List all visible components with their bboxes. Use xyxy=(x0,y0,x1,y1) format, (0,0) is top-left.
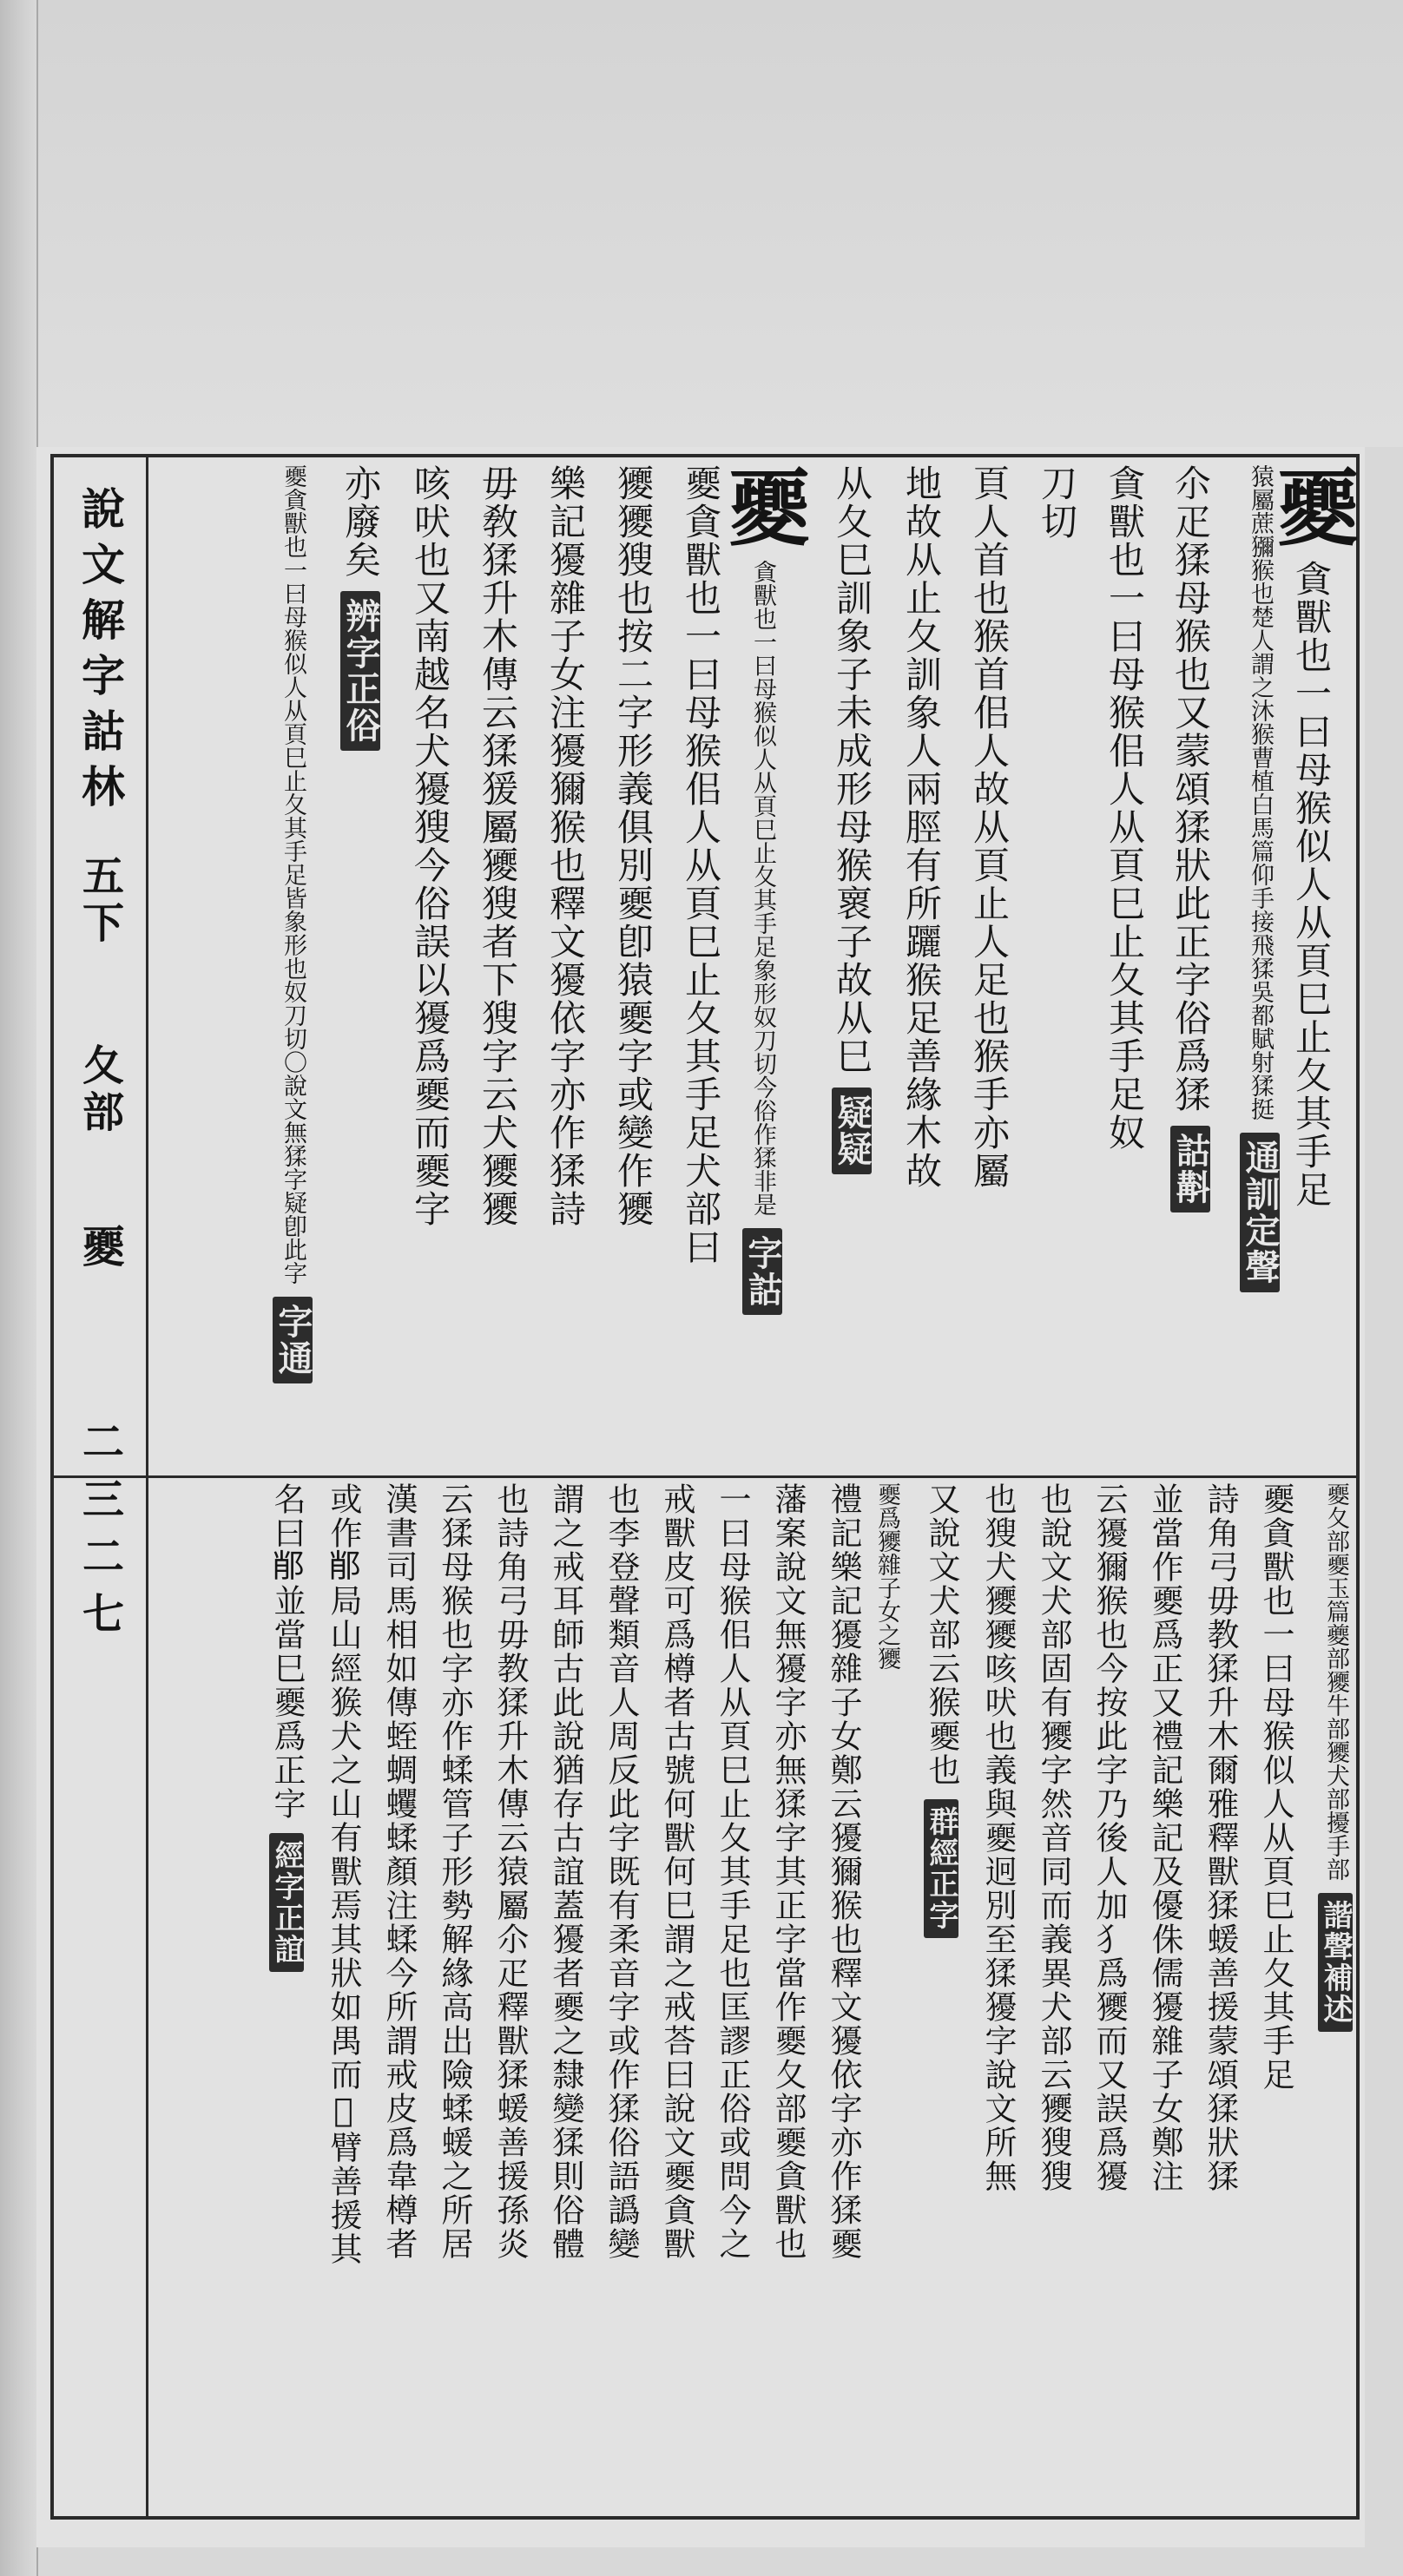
source-label: 字通 xyxy=(273,1297,313,1383)
text-column: 亦廢矣辨字正俗 xyxy=(313,464,380,1471)
text-column: 夒貪獸也一曰母猴似人从頁巳止夂其手足皆象形也奴刀切〇說文無猱字疑卽此字字通 xyxy=(217,464,313,1471)
book-binding xyxy=(0,0,38,2576)
source-label: 詁斠 xyxy=(1170,1126,1210,1212)
volume-label: 五下 xyxy=(75,854,124,948)
text-column: 从夂巳訓象子未成形母猴褱子故从巳疑疑 xyxy=(804,464,872,1471)
text-column: 貪獸也一曰母猴佀人从頁巳止夂其手足奴 xyxy=(1103,464,1146,1152)
lower-text-panel xyxy=(153,1482,1353,2515)
top-margin xyxy=(0,0,1403,447)
text-column: 刀切 xyxy=(1036,464,1078,541)
text-column: 夒貪獸也一曰母猴佀人从頁巳止夂其手足犬部曰 xyxy=(680,464,722,1266)
text-column: 禮記樂記獶雜子女鄭云獶獮猴也釋文獶依字亦作猱夒 xyxy=(825,1482,862,2261)
text-column: 詩角弓毋教猱升木爾雅釋獸猱蝯善援蒙頌猱狀猱 xyxy=(1202,1482,1239,2193)
text-column: 樂記獶雜子女注獶獮猴也釋文獶依字亦作猱詩 xyxy=(544,464,587,1228)
title-column-divider xyxy=(146,457,148,2516)
radical-label: 夂部 xyxy=(75,1043,124,1137)
text-column: 地故从止夂訓象人兩脛有所躧猴足善緣木故 xyxy=(900,464,943,1190)
text-column: 也詩角弓毋教猱升木傳云猿屬尒疋釋獸猱蝯善援孫炎 xyxy=(491,1482,529,2261)
source-label: 辨字正俗 xyxy=(340,591,380,751)
source-label: 群經正字 xyxy=(924,1799,958,1938)
text-column: 漢書司馬相如傳蛭蜩蠼蝚顏注蝚今所謂戒皮爲韋樽者 xyxy=(380,1482,418,2261)
head-character: 夒 xyxy=(75,1224,126,1272)
text-column: 毋敎猱升木傳云猱猨屬獿獀者下獀字云犬獿獿 xyxy=(477,464,519,1228)
book-title: 說文解字詁林 xyxy=(75,486,126,819)
text-column: 又說文犬部云猴夒也群經正字 xyxy=(903,1482,958,2515)
source-label: 字詁 xyxy=(742,1228,782,1315)
text-column: 並當作夒爲正又禮記樂記及優侏儒獶雜子女鄭注 xyxy=(1146,1482,1183,2193)
upper-text-panel xyxy=(153,464,1360,1471)
text-column: 或作𨛍局山經㺅犬之山有獸焉其狀如禺而𥘿臂善援其 xyxy=(325,1482,362,2266)
source-label: 諧聲補述 xyxy=(1318,1893,1353,2032)
text-column: 頁人首也猴首佀人故从頁止人足也猴手亦屬 xyxy=(968,464,1011,1190)
source-label: 通訓定聲 xyxy=(1240,1133,1280,1292)
text-column: 也說文犬部固有獿字然音同而義異犬部云獿獀獀 xyxy=(1035,1482,1072,2193)
text-column: 夒貪獸也一曰母猴似人从頁巳止夂其手足象形奴刀切今俗作猱非是字詁 xyxy=(719,464,804,1471)
text-column: 一曰母猴佀人从頁巳止夂其手足也匡謬正俗或問今之 xyxy=(714,1482,751,2261)
horizontal-divider xyxy=(54,1475,1356,1478)
annotation-small: 猿屬蔗獼猴也楚人謂之沐猴曹植白馬篇仰手接飛猱吳都賦射猱挺 xyxy=(1247,464,1274,1120)
source-label: 經字正誼 xyxy=(269,1833,304,1972)
text-column: 夒爲獿雜子女之獿 xyxy=(873,1482,900,1670)
page-number: 二三二七 xyxy=(75,1420,124,1649)
text-column: 名曰𨛍並當巳夒爲正字經字正誼 xyxy=(248,1482,304,2515)
text-column: 藩案說文無獶字亦無猱字其正字當作夒夂部夒貪獸也 xyxy=(769,1482,807,2261)
text-column: 云獶獮猴也今按此字乃後人加犭爲獿而又誤爲獶 xyxy=(1090,1482,1128,2193)
text-column: 尒疋猱母猴也又蒙頌猱狀此正字俗爲猱詁斠 xyxy=(1143,464,1210,1471)
source-label: 疑疑 xyxy=(832,1088,872,1174)
text-column: 也李登聲類音人周反此字既有柔音字或作猱俗語譌變 xyxy=(603,1482,640,2261)
text-column: 獿獿獀也按二字形義俱別夒卽猿夒字或變作獿 xyxy=(612,464,655,1228)
text-column: 謂之戒耳師古此說猶存古誼蓋獶者夒之隸變猱則俗體 xyxy=(547,1482,584,2261)
title-column xyxy=(61,486,139,1649)
text-column: 也獀犬獿獿咳吠也義與夒迥別至猱獶字說文所無 xyxy=(979,1482,1017,2193)
seal-character: 夒 xyxy=(1262,464,1360,548)
text-column: 夒夂部夒玉篇夔部獿牛部獿犬部擾手部諧聲補述 xyxy=(1292,1482,1353,2515)
text-column: 夒貪獸也一曰母猴似人从頁巳止夂其手足 xyxy=(1257,1482,1294,2092)
text-column: 咳吠也又南越名犬獶獀今俗誤以獶爲夒而夒字 xyxy=(409,464,451,1228)
seal-character: 夒 xyxy=(714,464,812,548)
text-column: 云猱母猴也字亦作蝚管子形勢解緣高出險蝚蝯之所居 xyxy=(436,1482,473,2261)
text-column: 夒貪獸也一曰母猴似人从頁巳止夂其手足 xyxy=(1262,464,1360,1209)
text-column: 戒獸皮可爲樽者古號何獸何巳謂之戒荅曰說文夒貪獸 xyxy=(658,1482,695,2261)
